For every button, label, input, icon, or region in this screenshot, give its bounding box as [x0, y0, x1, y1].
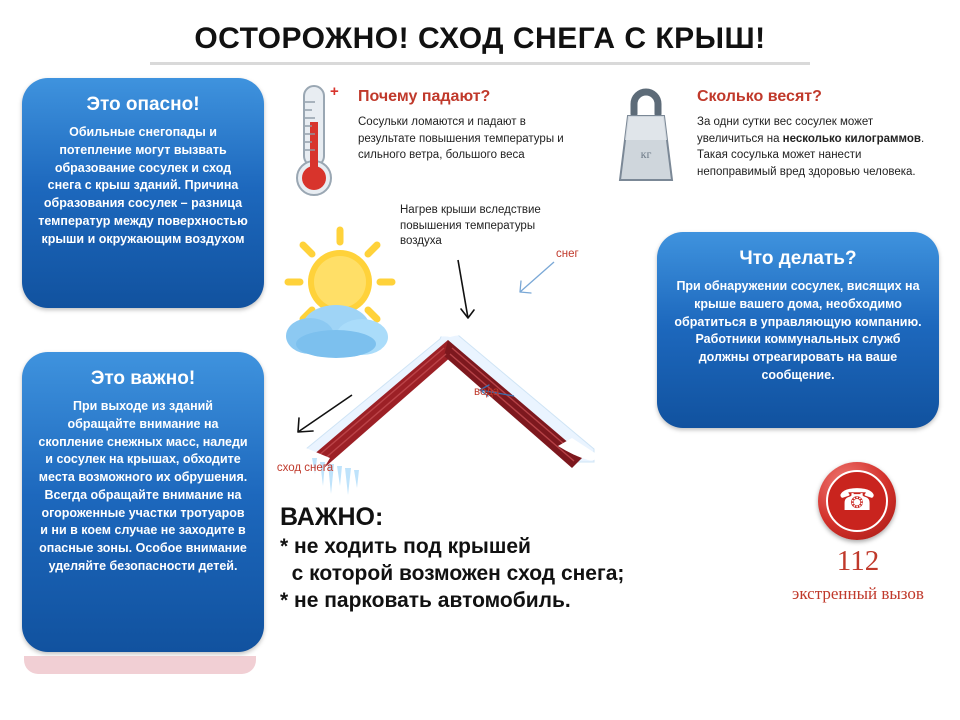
panel-todo-heading: Что делать?: [739, 248, 857, 269]
svg-text:+: +: [330, 83, 339, 100]
weight-text: [697, 114, 929, 181]
weight-text-part2: . Такая сосулька может нанести непоправимый вред здоровью человека.: [697, 132, 925, 179]
weight-heading: Сколько весят?: [697, 88, 822, 105]
weight-icon: [614, 80, 678, 190]
panel-important-body: При выходе из зданий обращайте внимание на скопление снежных масс, наледи и сосулек на крышах, обходите места возможного их обрушения. Всегда обращайте внимание на огороженные участки тротуаров и ни в коем случае не заходите в опасные зоны. Особое внимание уделяйте безопасности детей.: [38, 399, 248, 573]
bottom-decorative-strip: [24, 656, 256, 674]
emergency-caption: экстренный вызов: [792, 584, 924, 603]
svg-text:кг: кг: [640, 147, 652, 161]
weight-text-part1: За одни сутки вес сосулек может увеличиться на: [697, 116, 874, 145]
label-water: вода: [474, 386, 500, 398]
telephone-icon: ☎: [826, 470, 888, 532]
important-notice-line1: * не ходить под крышей: [280, 535, 531, 558]
label-roof-heating: Нагрев крыши вследствие повышения температуры воздуха: [400, 204, 541, 248]
weight-text-bold: несколько килограммов: [782, 132, 921, 145]
panel-danger-heading: Это опасно!: [86, 94, 200, 115]
arrow-snow: [520, 262, 554, 293]
panel-important: [22, 352, 264, 652]
important-notice: [280, 503, 760, 615]
thermometer-icon: [286, 82, 344, 200]
important-notice-title: ВАЖНО:: [280, 503, 384, 531]
panel-todo: [657, 232, 939, 428]
emergency-call-badge: [818, 462, 896, 540]
arrow-heat: [458, 260, 474, 318]
panel-danger-body: Обильные снегопады и потепление могут вызвать образование сосулек и сход снега с крыш зданий. Причина образования сосулек – разница температур между поверхностью крыши и окружающим воздухом: [38, 125, 248, 246]
emergency-number: 112: [836, 545, 880, 577]
title-divider: [150, 62, 810, 65]
label-snow: снег: [556, 248, 579, 260]
panel-important-heading: Это важно!: [90, 368, 196, 389]
important-notice-line2: с которой возможен сход снега;: [280, 561, 625, 585]
page-title: ОСТОРОЖНО! СХОД СНЕГА С КРЫШ!: [194, 22, 766, 55]
panel-todo-body: При обнаружении сосулек, висящих на крыше вашего дома, необходимо обратиться в управляющую компанию. Работники коммунальных служб должны отреагировать на ваше сообщение.: [674, 279, 922, 382]
panel-danger: [22, 78, 264, 308]
why-heading: Почему падают?: [358, 88, 491, 105]
label-snow-slide: сход снега: [276, 462, 334, 474]
important-notice-line3: * не парковать автомобиль.: [280, 588, 571, 612]
why-text: Сосульки ломаются и падают в результате повышения температуры и сильного ветра, большого веса: [358, 116, 564, 162]
